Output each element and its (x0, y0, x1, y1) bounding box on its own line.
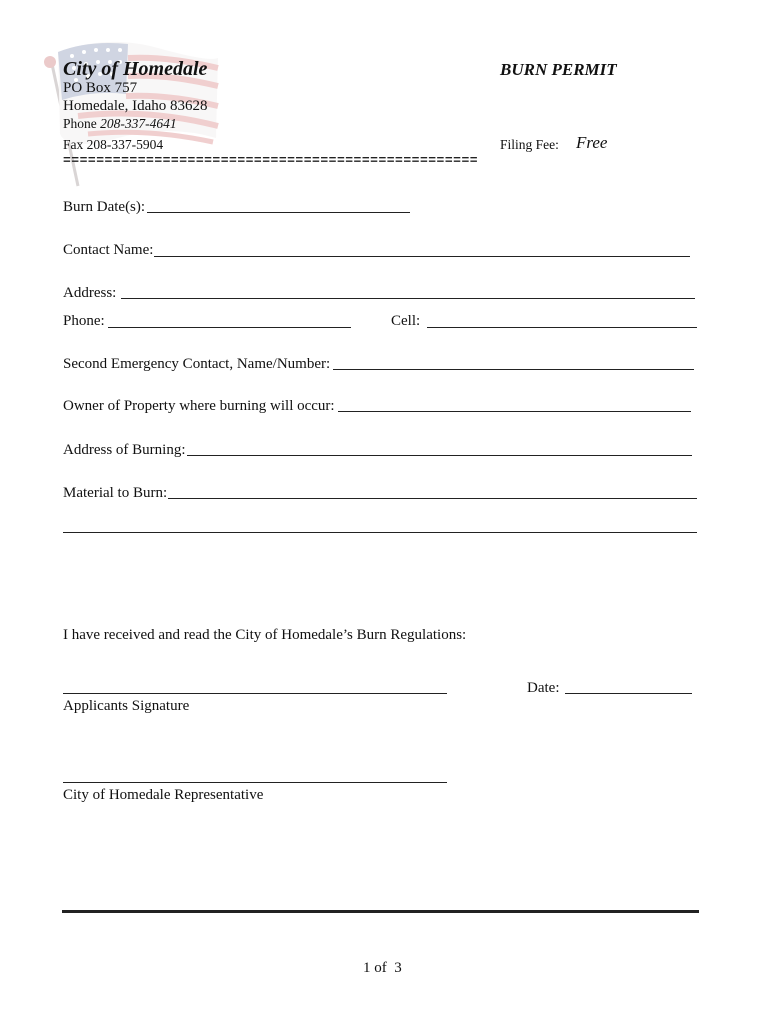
burn-dates-line[interactable] (147, 212, 410, 213)
cell-label: Cell: (391, 313, 421, 329)
phone-field-label: Phone: (63, 313, 105, 329)
date-label: Date: (527, 680, 560, 696)
acknowledgement-statement: I have received and read the City of Homedale’s Burn Regulations: (63, 627, 467, 643)
burn-dates-label: Burn Date(s): (63, 199, 146, 215)
representative-signature-line[interactable] (63, 782, 447, 783)
footer-rule (62, 910, 699, 913)
second-contact-label: Second Emergency Contact, Name/Number: (63, 356, 331, 372)
org-name: City of Homedale (63, 58, 208, 80)
phone-label: Phone (63, 116, 97, 131)
address-label: Address: (63, 285, 117, 301)
applicant-signature-label: Applicants Signature (63, 698, 190, 714)
filing-fee-value: Free (576, 133, 608, 152)
owner-label: Owner of Property where burning will occur: (63, 398, 335, 414)
material-label: Material to Burn: (63, 485, 168, 501)
material-line[interactable] (168, 498, 697, 499)
date-line[interactable] (565, 693, 692, 694)
burn-address-line[interactable] (187, 455, 692, 456)
filing-fee-label: Filing Fee: (500, 137, 559, 152)
phone-number: 208-337-4641 (100, 116, 177, 131)
owner-line[interactable] (338, 411, 691, 412)
document-title: BURN PERMIT (500, 60, 617, 79)
fax-line: Fax 208-337-5904 (63, 137, 164, 152)
address-line-2: Homedale, Idaho 83628 (63, 98, 208, 114)
address-line-1: PO Box 757 (63, 80, 138, 96)
contact-name-label: Contact Name: (63, 242, 154, 258)
applicant-signature-line[interactable] (63, 693, 447, 694)
contact-name-line[interactable] (154, 256, 690, 257)
address-line[interactable] (121, 298, 695, 299)
burn-address-label: Address of Burning: (63, 442, 186, 458)
phone-field-line[interactable] (108, 327, 351, 328)
page-indicator: 1 of 3 (363, 960, 402, 976)
material-line-2[interactable] (63, 532, 697, 533)
cell-line[interactable] (427, 327, 697, 328)
second-contact-line[interactable] (333, 369, 694, 370)
representative-label: City of Homedale Representative (63, 787, 264, 803)
phone-line (63, 116, 177, 132)
header-separator: ================================================== (63, 153, 479, 168)
